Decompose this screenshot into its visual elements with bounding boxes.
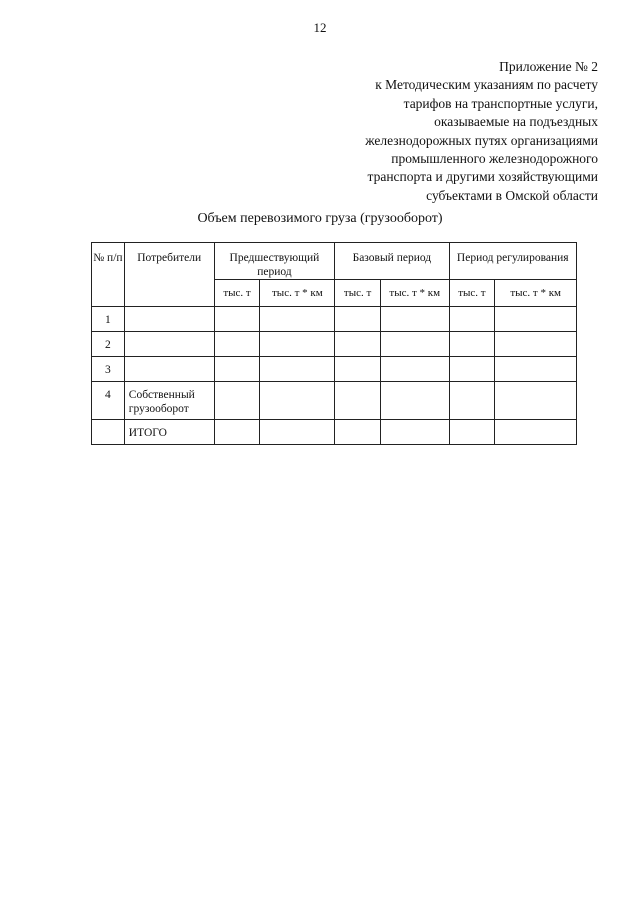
table-cell	[260, 420, 335, 445]
table-cell	[380, 420, 449, 445]
unit-header: тыс. т * км	[495, 280, 577, 307]
table-cell	[260, 382, 335, 420]
table-cell	[260, 307, 335, 332]
appendix-line: субъектами в Омской области	[426, 187, 598, 203]
document-title: Объем перевозимого груза (грузооборот)	[197, 211, 443, 226]
table-cell	[335, 382, 381, 420]
row-consumer	[124, 357, 214, 382]
row-number: 3	[92, 357, 125, 382]
page-number: 12	[313, 20, 327, 35]
header-consumers: Потребители	[124, 243, 214, 307]
appendix-line: оказываемые на подъездных	[434, 114, 598, 130]
table-cell	[214, 307, 260, 332]
row-number: 2	[92, 332, 125, 357]
header-number: № п/п	[92, 243, 125, 307]
row-consumer: ИТОГО	[124, 420, 214, 445]
table-cell	[335, 420, 381, 445]
unit-header: тыс. т	[449, 280, 495, 307]
table-cell	[495, 307, 577, 332]
table-cell	[214, 357, 260, 382]
table-cell	[495, 382, 577, 420]
row-consumer	[124, 307, 214, 332]
appendix-header	[268, 58, 598, 205]
table-cell	[380, 357, 449, 382]
table-cell	[335, 357, 381, 382]
appendix-line: Приложение № 2	[499, 59, 598, 74]
unit-header: тыс. т	[335, 280, 381, 307]
table-cell	[495, 332, 577, 357]
row-number: 1	[92, 307, 125, 332]
unit-header: тыс. т	[214, 280, 260, 307]
table-total-row	[92, 420, 577, 445]
cargo-volume-table	[91, 242, 577, 445]
row-number: 4	[92, 382, 125, 420]
table-cell	[260, 332, 335, 357]
table-cell	[214, 382, 260, 420]
appendix-line: промышленного железнодорожного	[391, 151, 598, 167]
table-cell	[214, 332, 260, 357]
table-cell	[449, 307, 495, 332]
table-cell	[495, 420, 577, 445]
table-row	[92, 357, 577, 382]
table-cell	[260, 357, 335, 382]
table-cell	[335, 307, 381, 332]
header-previous-period: Предшествующий период	[214, 243, 335, 280]
table-cell	[380, 382, 449, 420]
table-cell	[380, 332, 449, 357]
table-cell	[495, 357, 577, 382]
appendix-line: железнодорожных путях организациями	[365, 132, 598, 148]
table-header-row	[92, 243, 577, 280]
table-cell	[335, 332, 381, 357]
row-consumer	[124, 332, 214, 357]
header-regulation-period: Период регулирования	[449, 243, 577, 280]
table-row	[92, 382, 577, 420]
appendix-line: транспорта и другими хозяйствующими	[367, 169, 598, 185]
table-cell	[449, 382, 495, 420]
table-row	[92, 332, 577, 357]
appendix-line: тарифов на транспортные услуги,	[403, 95, 598, 111]
row-number	[92, 420, 125, 445]
unit-header: тыс. т * км	[260, 280, 335, 307]
table-cell	[449, 420, 495, 445]
table-row	[92, 307, 577, 332]
table-cell	[380, 307, 449, 332]
header-base-period: Базовый период	[335, 243, 449, 280]
unit-header: тыс. т * км	[380, 280, 449, 307]
row-consumer: Собственный грузооборот	[124, 382, 214, 420]
table-cell	[449, 332, 495, 357]
table-cell	[214, 420, 260, 445]
appendix-line: к Методическим указаниям по расчету	[375, 77, 598, 93]
table-cell	[449, 357, 495, 382]
